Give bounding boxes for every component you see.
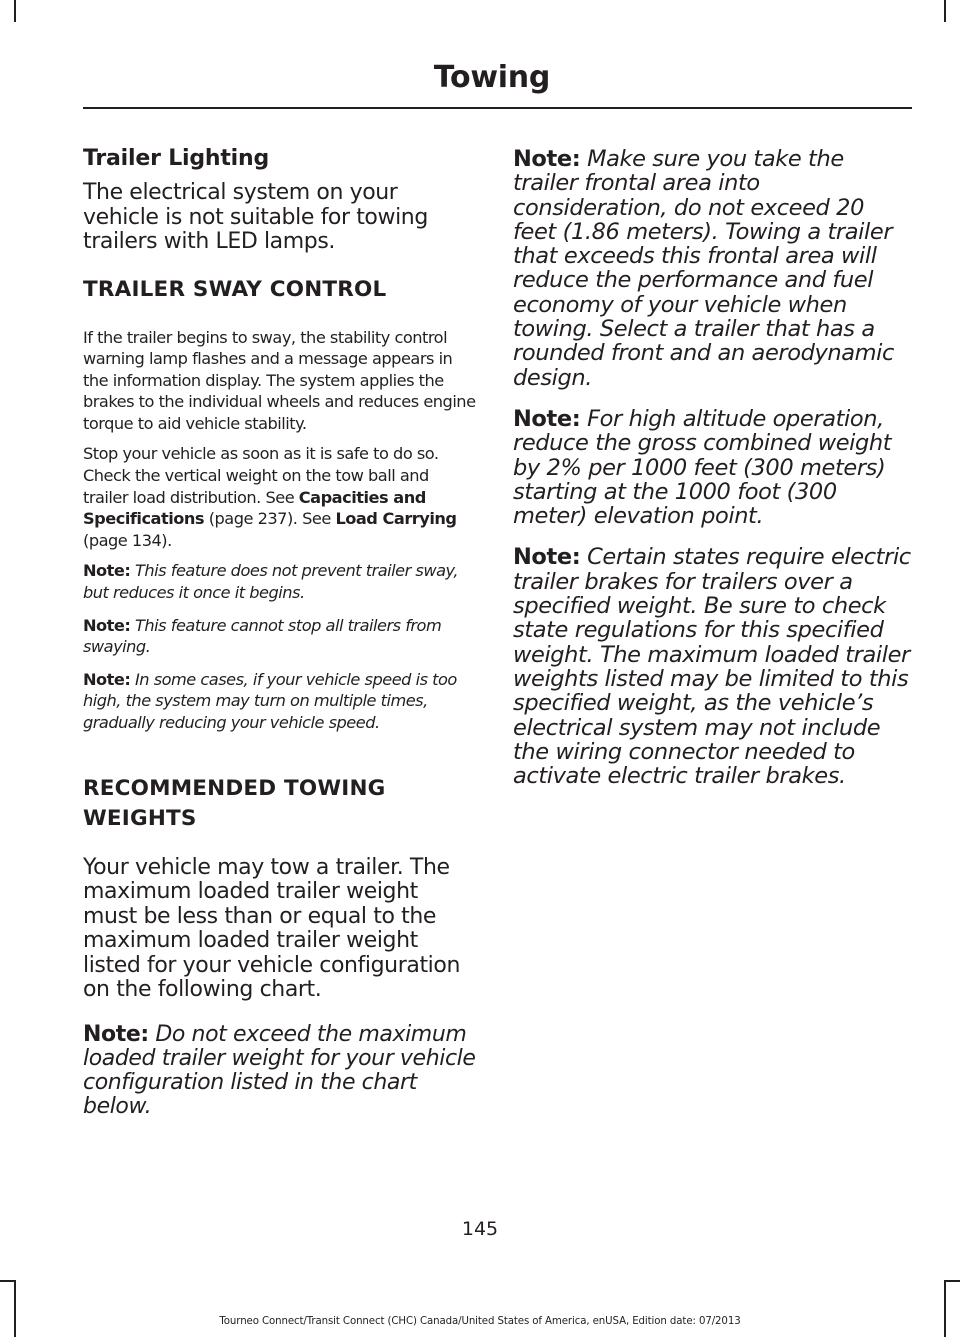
note-text: For high altitude operation, reduce the gross combined weight by 2% per 1000 feet (300 meters) starting at the 1000 foot (300 meter) elevation point. [513, 405, 892, 530]
sway-note-1 [83, 560, 478, 603]
footer-edition-text: Tourneo Connect/Transit Connect (CHC) Canada/United States of America, enUSA, Edition date: 07/2013 [219, 1316, 741, 1327]
sway-note-3 [83, 669, 478, 734]
page-ref-1: (page 237). See [204, 509, 336, 529]
note-label: Note: [83, 1021, 149, 1047]
high-altitude-note [513, 407, 913, 528]
page-header-title: Towing [433, 60, 550, 95]
note-label: Note: [83, 615, 131, 635]
trailer-lighting-body: The electrical system on your vehicle is not suitable for towing trailers with LED lamps. [83, 180, 428, 254]
sway-control-paragraph-2 [83, 443, 478, 551]
trailer-sway-control-heading: TRAILER SWAY CONTROL [83, 276, 387, 302]
note-text: This feature does not prevent trailer sway, but reduces it once it begins. [83, 561, 458, 603]
electric-brakes-note [513, 545, 913, 788]
note-text: Certain states require electric trailer brakes for trailers over a specified weight. Be sure to check state regulations for this specified weight. The maximum loaded trailer weights listed may be limited to this specified weight, as the vehicle’s electrical system may not include the wiring connector needed to activate electric trailer brakes. [513, 544, 911, 790]
trailer-lighting-heading: Trailer Lighting [83, 146, 270, 171]
note-label: Note: [513, 405, 581, 432]
crop-mark-bottom-right [944, 1280, 960, 1282]
right-column [513, 147, 913, 805]
sway-note-2 [83, 615, 478, 658]
towing-weights-body: Your vehicle may tow a trailer. The maximum loaded trailer weight must be less than or equal to the maximum loaded trailer weight listed for your vehicle configuration on the following chart. [83, 854, 460, 1003]
note-label: Note: [513, 544, 581, 571]
load-carrying-link[interactable]: Load Carrying [335, 509, 457, 529]
note-text: Do not exceed the maximum loaded trailer weight for your vehicle configuration listed in the chart below. [83, 1021, 476, 1120]
note-label: Note: [513, 146, 581, 172]
page-number: 145 [461, 1218, 499, 1240]
note-label: Note: [83, 669, 131, 689]
capacities-specifications-link[interactable]: Capacities and Specifications [83, 487, 426, 529]
crop-mark-top-left [14, 0, 16, 22]
header-rule [83, 107, 912, 109]
note-label: Note: [83, 561, 131, 581]
recommended-towing-weights-heading: RECOMMENDED TOWING WEIGHTS [83, 775, 386, 831]
frontal-area-note [513, 147, 913, 390]
towing-weights-note [83, 1023, 478, 1120]
left-column [83, 140, 478, 1138]
sway-paragraph-text: Stop your vehicle as soon as it is safe to do so. Check the vertical weight on the tow ball and trailer load distribution. See [83, 444, 439, 507]
sway-control-paragraph-1: If the trailer begins to sway, the stability control warning lamp flashes and a message appears in the information display. The system applies the brakes to the individual wheels and reduces engine torque to aid vehicle stability. [83, 327, 476, 433]
note-text: This feature cannot stop all trailers from swaying. [83, 615, 442, 657]
note-text: Make sure you take the trailer frontal area into consideration, do not exceed 20 feet (1.86 meters). Towing a trailer that exceeds this frontal area will reduce the performance and fuel economy of your vehicle when towing. Select a trailer that has a rounded front and an aerodynamic design. [513, 146, 894, 391]
note-text: In some cases, if your vehicle speed is too high, the system may turn on multiple times, gradually reducing your vehicle speed. [83, 669, 457, 732]
crop-mark-top-right [944, 0, 946, 22]
page-ref-2: (page 134). [83, 530, 172, 550]
